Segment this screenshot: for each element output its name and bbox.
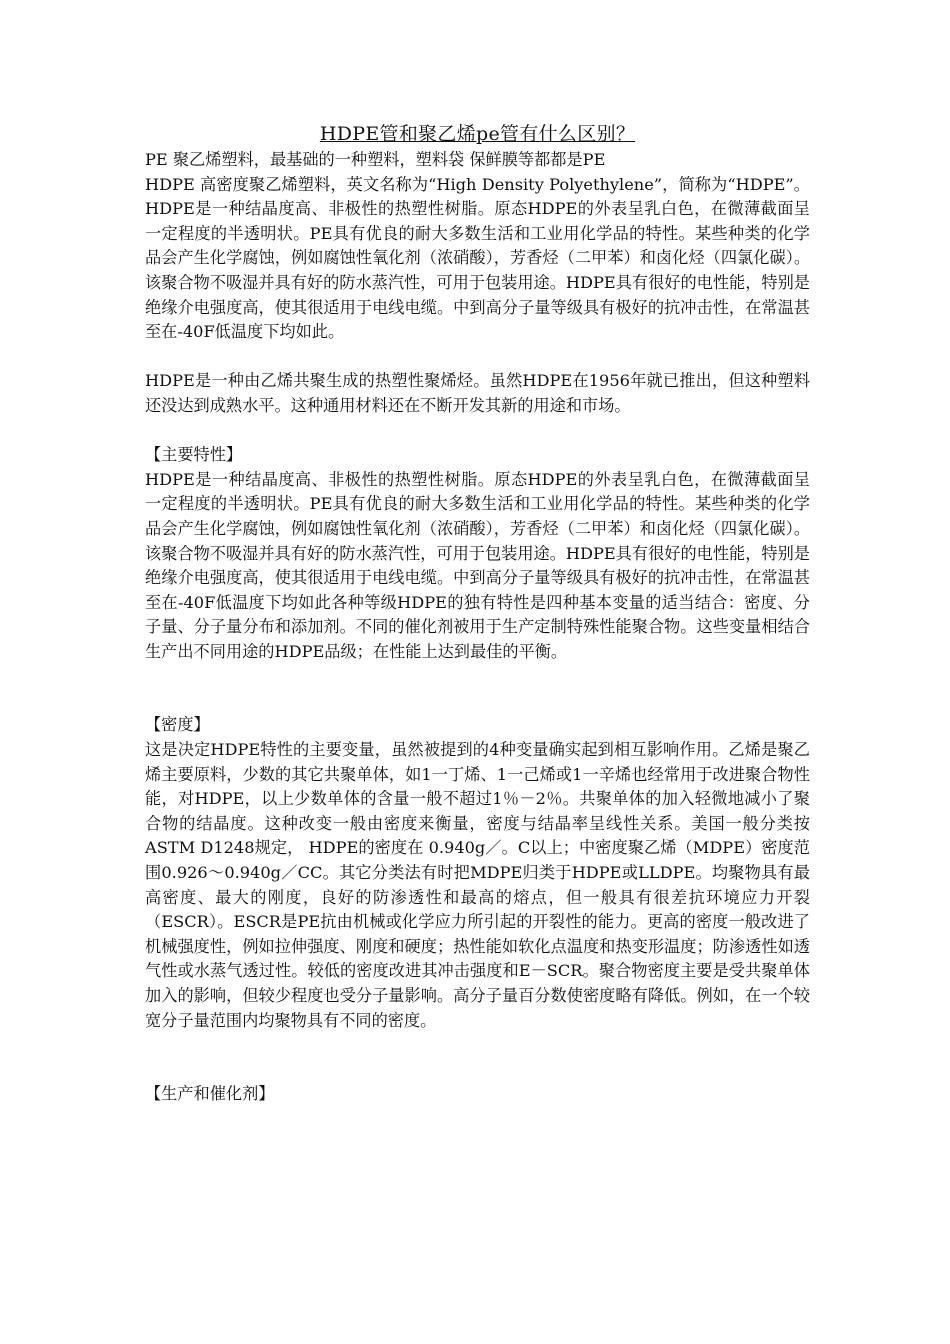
- document-page: [145, 121, 810, 1107]
- history-paragraph: HDPE是一种由乙烯共聚生成的热塑性聚烯烃。虽然HDPE在1956年就已推出，但这种塑料还没达到成熟水平。这种通用材料还在不断开发其新的用途和市场。: [145, 371, 810, 415]
- main-properties-body: HDPE是一种结晶度高、非极性的热塑性树脂。原态HDPE的外表呈乳白色，在微薄截面呈一定程度的半透明状。PE具有优良的耐大多数生活和工业用化学品的特性。某些种类的化学品会产生化学腐蚀，例如腐蚀性氧化剂（浓硝酸），芳香烃（二甲苯）和卤化烃（四氯化碳）。该聚合物不吸湿并具有好的防水蒸汽性，可用于包装用途。HDPE具有很好的电性能，特别是绝缘介电强度高，使其很适用于电线电缆。中到高分子量等级具有极好的抗冲击性，在常温甚至在-40F低温度下均如此各种等级HDPE的独有特性是四种基本变量的适当结合：密度、分子量、分子量分布和添加剂。不同的催化剂被用于生产定制特殊性能聚合物。这些变量相结合生产出不同用途的HDPE品级；在性能上达到最佳的平衡。: [145, 469, 810, 661]
- paragraph-gap: [145, 419, 810, 444]
- intro-paragraph: HDPE 高密度聚乙烯塑料，英文名称为“High Density Polyethylene”，简称为“HDPE”。HDPE是一种结晶度高、非极性的热塑性树脂。原态HDPE的外表呈乳白色，在微薄截面呈一定程度的半透明状。PE具有优良的耐大多数生活和工业用化学品的特性。某些种类的化学品会产生化学腐蚀，例如腐蚀性氧化剂（浓硝酸），芳香烃（二甲苯）和卤化烃（四氯化碳）。该聚合物不吸湿并具有好的防水蒸汽性，可用于包装用途。HDPE具有很好的电性能，特别是绝缘介电强度高，使其很适用于电线电缆。中到高分子量等级具有极好的抗冲击性，在常温甚至在-40F低温度下均如此。: [145, 174, 810, 342]
- document-title: HDPE管和聚乙烯pe管有什么区别？: [319, 123, 636, 145]
- main-properties-heading: 【主要特性】: [145, 445, 243, 465]
- intro-line: PE 聚乙烯塑料，最基础的一种塑料，塑料袋 保鲜膜等都都是PE: [145, 150, 606, 169]
- density-body: 这是决定HDPE特性的主要变量，虽然被提到的4种变量确实起到相互影响作用。乙烯是聚乙烯主要原料，少数的其它共聚单体，如1一丁烯、1一己烯或1一辛烯也经常用于改进聚合物性能，对HDPE，以上少数单体的含量一般不超过1％－2％。共聚单体的加入轻微地减小了聚合物的结晶度。这种改变一般由密度来衡量，密度与结晶率呈线性关系。美国一般分类按ASTM D1248规定， HDPE的密度在 0.940g／。C以上；中密度聚乙烯（MDPE）密度范围0.926～0.940g／CC。其它分类法有时把MDPE归类于HDPE或LLDPE。均聚物具有最高密度、最大的刚度，良好的防渗透性和最高的熔点，但一般具有很差抗环境应力开裂（ESCR）。ESCR是PE抗由机械或化学应力所引起的开裂性的能力。更高的密度一般改进了机械强度性，例如拉伸强度、刚度和硬度；热性能如软化点温度和热变形温度；防渗透性如透气性或水蒸气透过性。较低的密度改进其冲击强度和E－SCR。聚合物密度主要是受共聚单体加入的影响，但较少程度也受分子量影响。高分子量百分数使密度略有降低。例如，在一个较宽分子量范围内均聚物具有不同的密度。: [145, 740, 810, 1030]
- density-heading: 【密度】: [145, 715, 210, 735]
- section-gap: [145, 664, 810, 713]
- section-gap: [145, 1033, 810, 1082]
- production-heading: 【生产和催化剂】: [145, 1084, 275, 1104]
- paragraph-gap: [145, 345, 810, 370]
